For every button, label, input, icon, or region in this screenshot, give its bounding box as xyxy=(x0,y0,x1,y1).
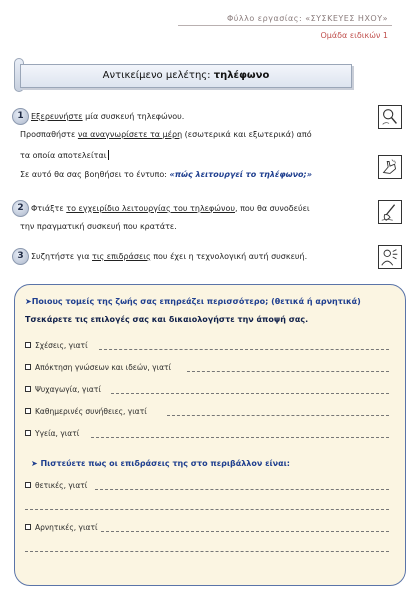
impact-panel xyxy=(14,284,406,586)
option-relationships xyxy=(25,341,88,350)
option-label: Ψυχαγωγία, γιατί xyxy=(35,385,101,394)
text-cursor xyxy=(108,150,109,160)
step1-line1-rest: μία συσκευή τηλεφώνου. xyxy=(82,112,185,121)
checkbox[interactable] xyxy=(25,430,31,436)
step1-line3 xyxy=(20,150,109,160)
option-label: θετικές, γιατί xyxy=(35,481,88,490)
step1-line3-text: τα οποία αποτελείται xyxy=(20,151,107,160)
step1-line2-pre: Προσπαθήστε xyxy=(20,130,78,139)
option-label: Αρνητικές, γιατί xyxy=(35,523,98,532)
answer-line[interactable] xyxy=(99,349,389,350)
step1-line2-rest: (εσωτερικά και εξωτερικά) από xyxy=(182,130,312,139)
answer-line[interactable] xyxy=(187,371,389,372)
instruction-check: Τσεκάρετε τις επιλογές σας και δικαιολογήστε την άποψή σας. xyxy=(25,315,309,324)
magnifier-hand-icon xyxy=(378,105,402,129)
option-label: Υγεία, γιατί xyxy=(35,429,80,438)
step2-line1-underlined: το εγχειρίδιο λειτουργίας του τηλεφώνου xyxy=(66,204,235,213)
step-number-3: 3 xyxy=(12,248,29,265)
option-entertainment xyxy=(25,385,101,394)
option-label: Σχέσεις, γιατί xyxy=(35,341,88,350)
option-positive xyxy=(25,481,87,490)
checkbox[interactable] xyxy=(25,342,31,348)
option-health xyxy=(25,429,79,438)
step3-line1-rest: που έχει η τεχνολογική αυτή συσκευή. xyxy=(150,252,308,261)
answer-line[interactable] xyxy=(167,415,389,416)
step-number-2: 2 xyxy=(12,200,29,217)
answer-line[interactable] xyxy=(111,393,389,394)
step1-line4 xyxy=(20,170,312,179)
answer-line[interactable] xyxy=(95,489,389,490)
step1-line2 xyxy=(20,130,312,139)
step2-line1-pre: Φτιάξτε xyxy=(31,204,67,213)
answer-line[interactable] xyxy=(91,437,389,438)
step2-line1-rest: , που θα συνοδεύει xyxy=(234,204,310,213)
step2-line2 xyxy=(20,222,177,231)
question-life-areas: ➤Ποιους τομείς της ζωής σας επηρεάζει περισσότερο; (θετικά ή αρνητικά) xyxy=(25,297,361,306)
step1-line1-underlined: Εξερευνήστε xyxy=(31,112,83,121)
option-habits xyxy=(25,407,147,416)
answer-line[interactable] xyxy=(101,531,389,532)
hand-pointing-icon xyxy=(378,155,402,179)
step3-line1 xyxy=(31,252,307,261)
answer-line[interactable] xyxy=(25,509,389,510)
step1-line2-underlined: να αναγνωρίσετε τα μέρη xyxy=(77,130,183,139)
checkbox[interactable] xyxy=(25,364,31,370)
worksheet-title: Φύλλο εργασίας: «ΣΥΣΚΕΥΕΣ ΗΧΟΥ» xyxy=(226,14,388,23)
option-label: Καθημερινές συνήθειες, γιατί xyxy=(35,407,147,416)
step2-line2-text: την πραγματική συσκευή που κρατάτε. xyxy=(20,222,177,231)
step1-leaflet-title: «πώς λειτουργεί το τηλέφωνο;» xyxy=(169,170,312,179)
header-divider xyxy=(178,25,392,26)
step3-line1-underlined: τις επιδράσεις xyxy=(92,252,151,261)
topic-subject: τηλέφωνο xyxy=(213,70,270,81)
step1-line4-pre: Σε αυτό θα σας βοηθήσει το έντυπο: xyxy=(20,170,170,179)
writing-hand-icon xyxy=(378,200,402,224)
checkbox[interactable] xyxy=(25,386,31,392)
step2-line1 xyxy=(31,204,310,213)
step1-line1 xyxy=(31,112,184,121)
group-label: Ομάδα ειδικών 1 xyxy=(320,31,388,40)
step-number-1: 1 xyxy=(12,108,29,125)
option-knowledge xyxy=(25,363,171,372)
topic-prefix: Αντικείμενο μελέτης: xyxy=(102,70,211,81)
option-negative xyxy=(25,523,98,532)
answer-line[interactable] xyxy=(25,551,389,552)
checkbox[interactable] xyxy=(25,408,31,414)
speaking-person-icon xyxy=(378,245,402,269)
topic-banner xyxy=(20,64,352,88)
checkbox[interactable] xyxy=(25,524,31,530)
question-environment: ➤ Πιστεύετε πως οι επιδράσεις της στο περιβάλλον είναι: xyxy=(31,459,290,468)
option-label: Απόκτηση γνώσεων και ιδεών, γιατί xyxy=(35,363,172,372)
step3-line1-pre: Συζητήστε για xyxy=(31,252,93,261)
checkbox[interactable] xyxy=(25,482,31,488)
